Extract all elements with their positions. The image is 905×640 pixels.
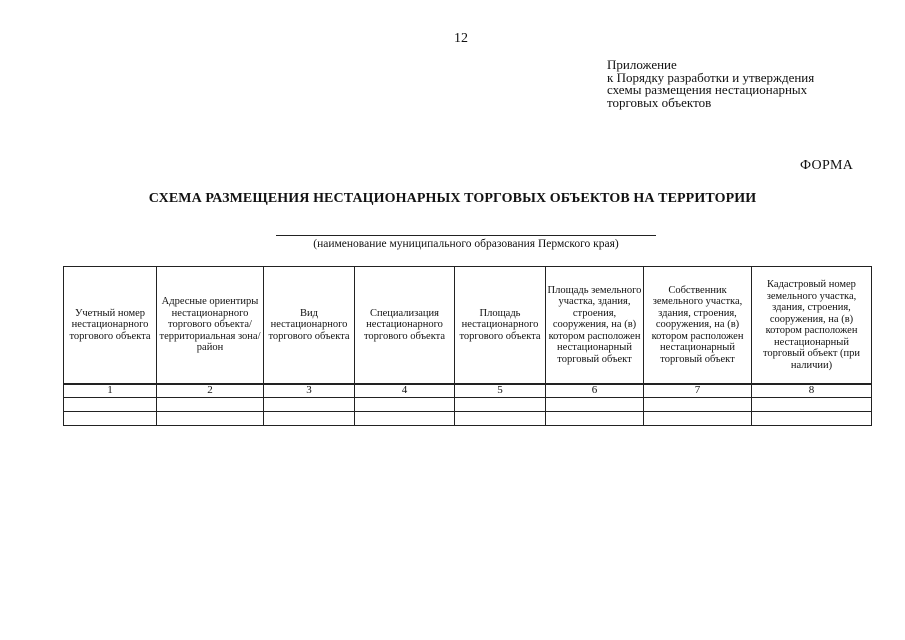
table-cell — [546, 411, 644, 425]
table-cell — [64, 397, 157, 411]
column-number: 6 — [546, 384, 644, 397]
table-cell — [264, 397, 355, 411]
column-header: Площадь нестационарного торгового объекта — [455, 267, 546, 385]
column-header: Площадь земельного участка, здания, строения, сооружения, на (в) котором расположен нестационарный торговый объект — [546, 267, 644, 385]
table-cell — [644, 411, 752, 425]
column-header: Специализация нестационарного торгового объекта — [355, 267, 455, 385]
appendix-line: схемы размещения нестационарных — [607, 82, 808, 97]
municipality-name-caption: (наименование муниципального образования Пермского края) — [313, 238, 619, 250]
column-number: 8 — [752, 384, 872, 397]
table-cell — [546, 397, 644, 411]
column-number: 2 — [157, 384, 264, 397]
column-number: 1 — [64, 384, 157, 397]
column-header: Адресные ориентиры нестационарного торгового объекта/ территориальная зона/район — [157, 267, 264, 385]
column-number: 3 — [264, 384, 355, 397]
table-cell — [752, 397, 872, 411]
table-cell — [644, 397, 752, 411]
table-cell — [64, 411, 157, 425]
column-number-row — [64, 384, 872, 397]
appendix-line: торговых объектов — [607, 94, 712, 110]
table-cell — [157, 411, 264, 425]
table-cell — [264, 411, 355, 425]
column-header: Вид нестационарного торгового объекта — [264, 267, 355, 385]
table-row — [64, 411, 872, 425]
column-number: 5 — [455, 384, 546, 397]
table-cell — [455, 411, 546, 425]
table-cell — [355, 411, 455, 425]
schema-table — [63, 266, 872, 426]
appendix-line: Приложение — [607, 57, 677, 72]
table-header-row — [64, 267, 872, 385]
column-number: 7 — [644, 384, 752, 397]
table-cell — [355, 397, 455, 411]
column-header: Учетный номер нестационарного торгового объекта — [64, 267, 157, 385]
page-number: 12 — [454, 31, 468, 46]
column-header: Собственник земельного участка, здания, строения, сооружения, на (в) котором расположен нестационарный торговый объект — [644, 267, 752, 385]
appendix-line: к Порядку разработки и утверждения — [607, 69, 815, 85]
table-cell — [455, 397, 546, 411]
column-header: Кадастровый номер земельного участка, здания, строения, сооружения, на (в) котором расположен нестационарный торговый объект (при наличии) — [752, 267, 872, 385]
table-cell — [157, 397, 264, 411]
column-number: 4 — [355, 384, 455, 397]
table-cell — [752, 411, 872, 425]
document-title: СХЕМА РАЗМЕЩЕНИЯ НЕСТАЦИОНАРНЫХ ТОРГОВЫХ ОБЪЕКТОВ НА ТЕРРИТОРИИ — [148, 191, 757, 206]
table-row — [64, 397, 872, 411]
form-label: ФОРМА — [800, 158, 854, 173]
municipality-name-line — [276, 235, 656, 236]
appendix-note — [607, 59, 814, 109]
